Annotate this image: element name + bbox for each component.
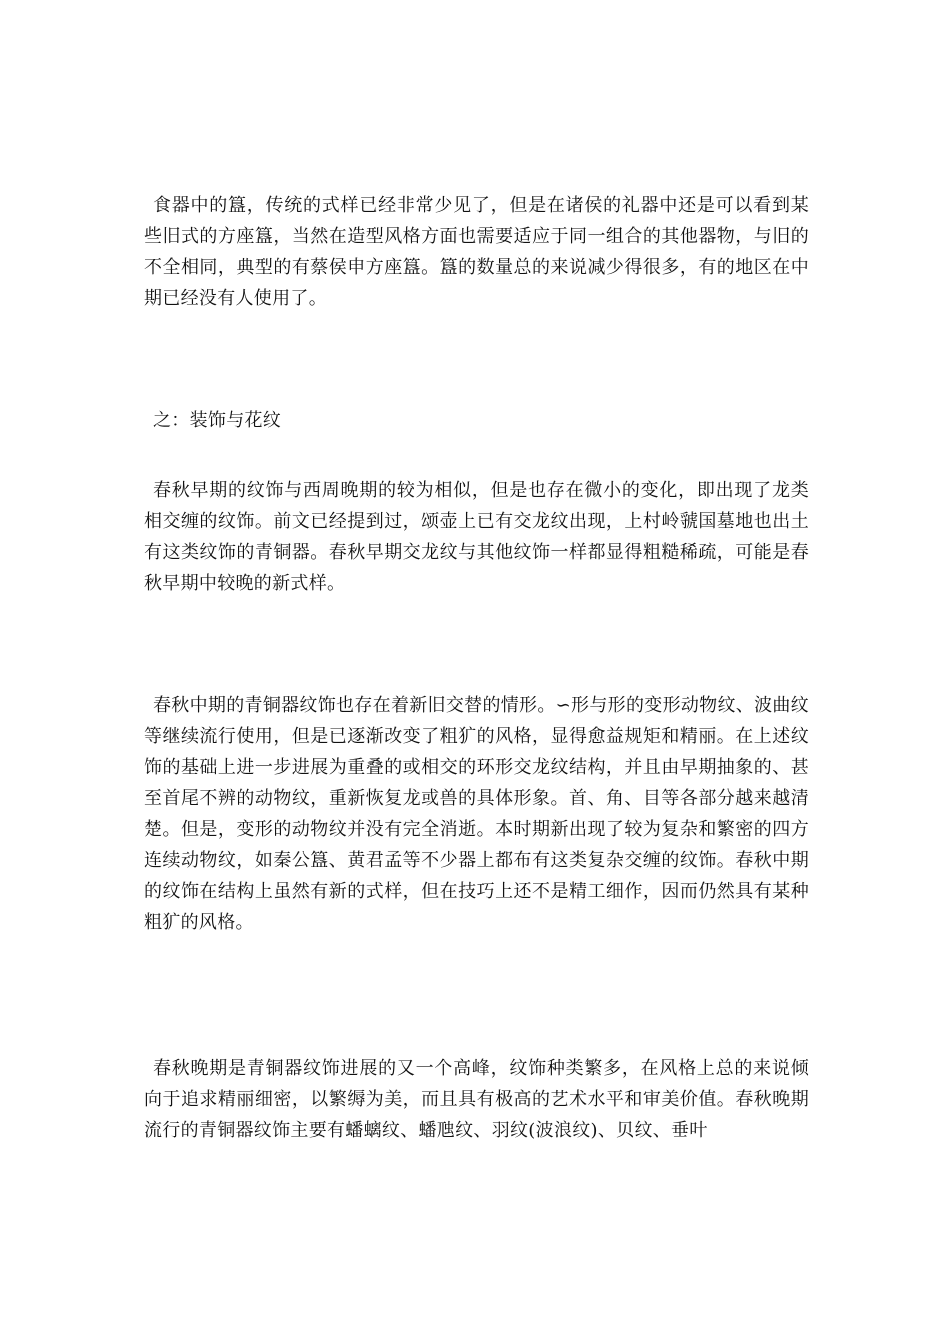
document-page (144, 0, 809, 1344)
paragraph-mid-spring-autumn: 春秋中期的青铜器纹饰也存在着新旧交替的情形。∽形与形的变形动物纹、波曲纹等继续流行使用，但是已逐渐改变了粗犷的风格，显得愈益规矩和精丽。在上述纹饰的基础上进一步进展为重叠的或相交的环形交龙纹结构，并且由早期抽象的、甚至首尾不辨的动物纹，重新恢复龙或兽的具体形象。首、角、目等各部分越来越清楚。但是，变形的动物纹并没有完全消逝。本时期新出现了较为复杂和繁密的四方连续动物纹，如秦公簋、黄君孟等不少器上都布有这类复杂交缠的纹饰。春秋中期的纹饰在结构上虽然有新的式样，但在技巧上还不是精工细作，因而仍然具有某种粗犷的风格。 (144, 695, 809, 933)
section-heading-decoration: 之：装饰与花纹 (153, 410, 282, 431)
paragraph-late-spring-autumn: 春秋晚期是青铜器纹饰进展的又一个高峰，纹饰种类繁多，在风格上总的来说倾向于追求精丽细密，以繁缛为美，而且具有极高的艺术水平和审美价值。春秋晚期流行的青铜器纹饰主要有蟠螭纹、蟠虺纹、羽纹(波浪纹)、贝纹、垂叶 (144, 1058, 809, 1141)
paragraph-early-spring-autumn: 春秋早期的纹饰与西周晚期的较为相似，但是也存在微小的变化，即出现了龙类相交缠的纹饰。前文已经提到过，颂壶上已有交龙纹出现，上村岭虢国墓地也出土有这类纹饰的青铜器。春秋早期交龙纹与其他纹饰一样都显得粗糙稀疏，可能是春秋早期中较晚的新式样。 (144, 480, 809, 594)
paragraph-gui-vessels: 食器中的簋，传统的式样已经非常少见了，但是在诸侯的礼器中还是可以看到某些旧式的方座簋，当然在造型风格方面也需要适应于同一组合的其他器物，与旧的不全相同，典型的有蔡侯申方座簋。簋的数量总的来说减少得很多，有的地区在中期已经没有人使用了。 (144, 195, 809, 309)
